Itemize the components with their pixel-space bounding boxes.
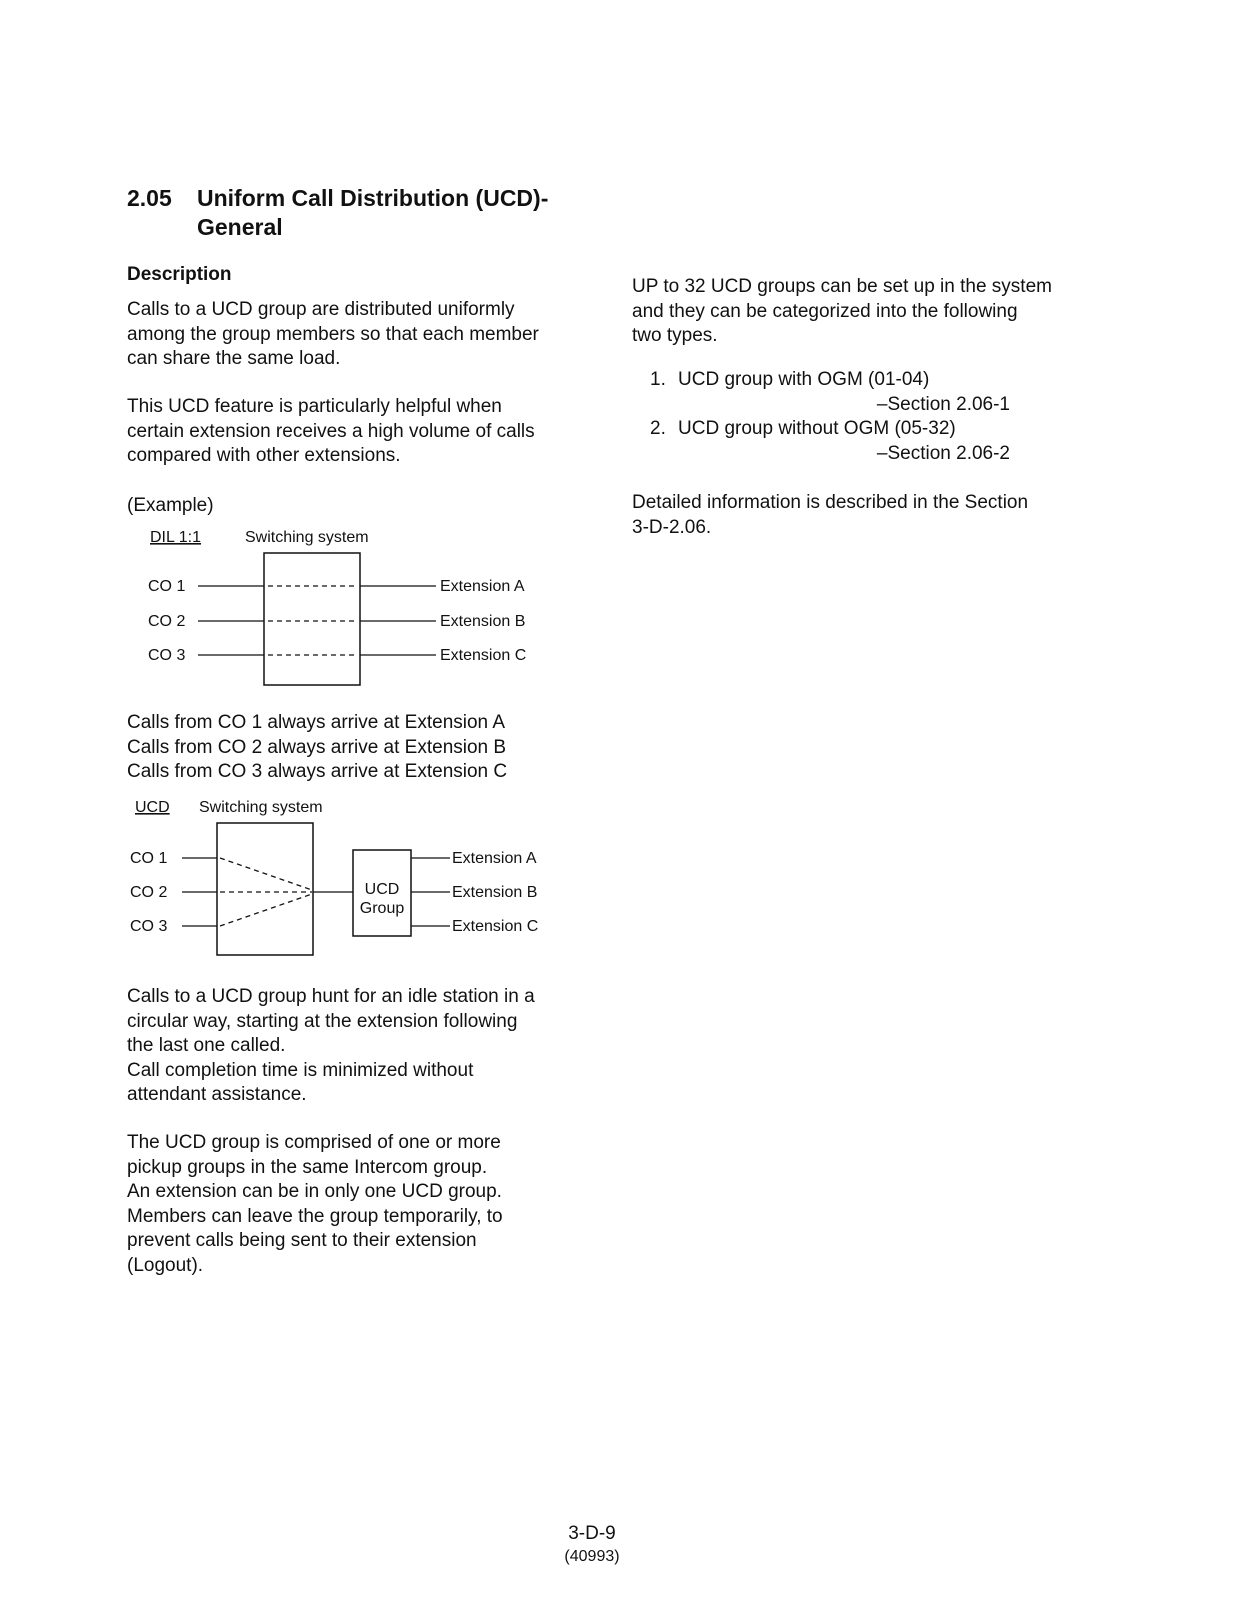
co-label: CO 3 xyxy=(130,918,168,935)
section-reference: –Section 2.06-2 xyxy=(876,442,1010,464)
extension-label: Extension C xyxy=(440,647,527,664)
ucd-type-list xyxy=(650,368,1010,466)
ucd-diagram xyxy=(120,790,590,980)
text-line: Calls from CO 3 always arrive at Extension C xyxy=(127,761,508,782)
text-line: Calls from CO 1 always arrive at Extension A xyxy=(127,712,506,733)
text-line: UP to 32 UCD groups can be set up in the system xyxy=(632,276,1052,297)
detail-paragraph xyxy=(632,491,1028,540)
description-paragraph-2 xyxy=(127,395,535,469)
text-line: attendant assistance. xyxy=(127,1084,307,1105)
extension-label: Extension A xyxy=(440,578,525,595)
section-number: 2.05 xyxy=(127,185,172,211)
dil-diagram xyxy=(120,520,580,700)
dil-system-label: Switching system xyxy=(245,529,369,546)
text-line: (Logout). xyxy=(127,1254,204,1276)
text-line: Members can leave the group temporarily, to xyxy=(127,1205,503,1227)
example-label: (Example) xyxy=(127,495,214,516)
document-code: (40993) xyxy=(564,1548,620,1565)
list-item xyxy=(650,368,1010,417)
dil-row-2 xyxy=(148,613,525,630)
ucd-groups-intro xyxy=(632,275,1052,349)
list-item xyxy=(650,417,1010,466)
ucd-composition-paragraph xyxy=(127,1131,503,1278)
extension-label: Extension B xyxy=(452,884,538,901)
section-reference: –Section 2.06-1 xyxy=(876,393,1010,415)
text-line: compared with other extensions. xyxy=(127,445,401,466)
co-label: CO 3 xyxy=(148,647,186,664)
dil-row-3 xyxy=(148,647,526,664)
text-line: Calls to a UCD group are distributed uniformly xyxy=(127,299,515,320)
ucd-hunt-paragraph xyxy=(127,985,535,1108)
text-line: can share the same load. xyxy=(127,348,341,369)
extension-label: Extension B xyxy=(440,613,526,630)
text-line: and they can be categorized into the following xyxy=(632,300,1018,322)
extension-label: Extension A xyxy=(452,850,537,867)
dil-explanation xyxy=(127,711,507,785)
text-line: pickup groups in the same Intercom group. xyxy=(127,1156,488,1178)
dil-switching-box xyxy=(264,553,360,685)
text-line: The UCD group is comprised of one or more xyxy=(127,1132,501,1153)
co-label: CO 2 xyxy=(130,884,168,901)
text-line: Call completion time is minimized without xyxy=(127,1059,474,1081)
ucd-switching-box xyxy=(217,823,313,955)
list-label: UCD group with OGM (01-04) xyxy=(678,369,930,390)
ucd-group-label: UCD xyxy=(364,881,400,898)
section-title-line2: General xyxy=(197,214,283,240)
ucd-mode-label: UCD xyxy=(135,799,170,816)
text-line: Calls to a UCD group hunt for an idle station in a xyxy=(127,986,535,1007)
list-number: 1. xyxy=(650,369,666,390)
text-line: two types. xyxy=(632,325,718,346)
description-heading: Description xyxy=(127,264,232,285)
text-line: prevent calls being sent to their extension xyxy=(127,1230,477,1251)
dil-row-1 xyxy=(148,578,525,595)
text-line: This UCD feature is particularly helpful when xyxy=(127,396,502,417)
text-line: among the group members so that each member xyxy=(127,323,539,345)
text-line: circular way, starting at the extension following xyxy=(127,1010,518,1032)
ucd-system-label: Switching system xyxy=(199,799,323,816)
text-line: An extension can be in only one UCD group. xyxy=(127,1181,502,1202)
list-label: UCD group without OGM (05-32) xyxy=(678,418,956,439)
text-line: Calls from CO 2 always arrive at Extension B xyxy=(127,736,507,758)
co-label: CO 1 xyxy=(148,578,186,595)
text-line: the last one called. xyxy=(127,1035,286,1056)
description-paragraph-1 xyxy=(127,298,539,372)
text-line: Detailed information is described in the Section xyxy=(632,492,1029,513)
co-label: CO 1 xyxy=(130,850,168,867)
section-title-line1: Uniform Call Distribution (UCD)- xyxy=(197,185,549,211)
dil-mode-label: DIL 1:1 xyxy=(150,529,201,546)
co-label: CO 2 xyxy=(148,613,186,630)
ucd-group-label: Group xyxy=(359,900,405,917)
page-number: 3-D-9 xyxy=(568,1523,616,1544)
text-line: 3-D-2.06. xyxy=(632,516,712,538)
extension-label: Extension C xyxy=(452,918,539,935)
text-line: certain extension receives a high volume of calls xyxy=(127,420,535,442)
section-title xyxy=(127,184,548,242)
list-number: 2. xyxy=(650,418,666,439)
